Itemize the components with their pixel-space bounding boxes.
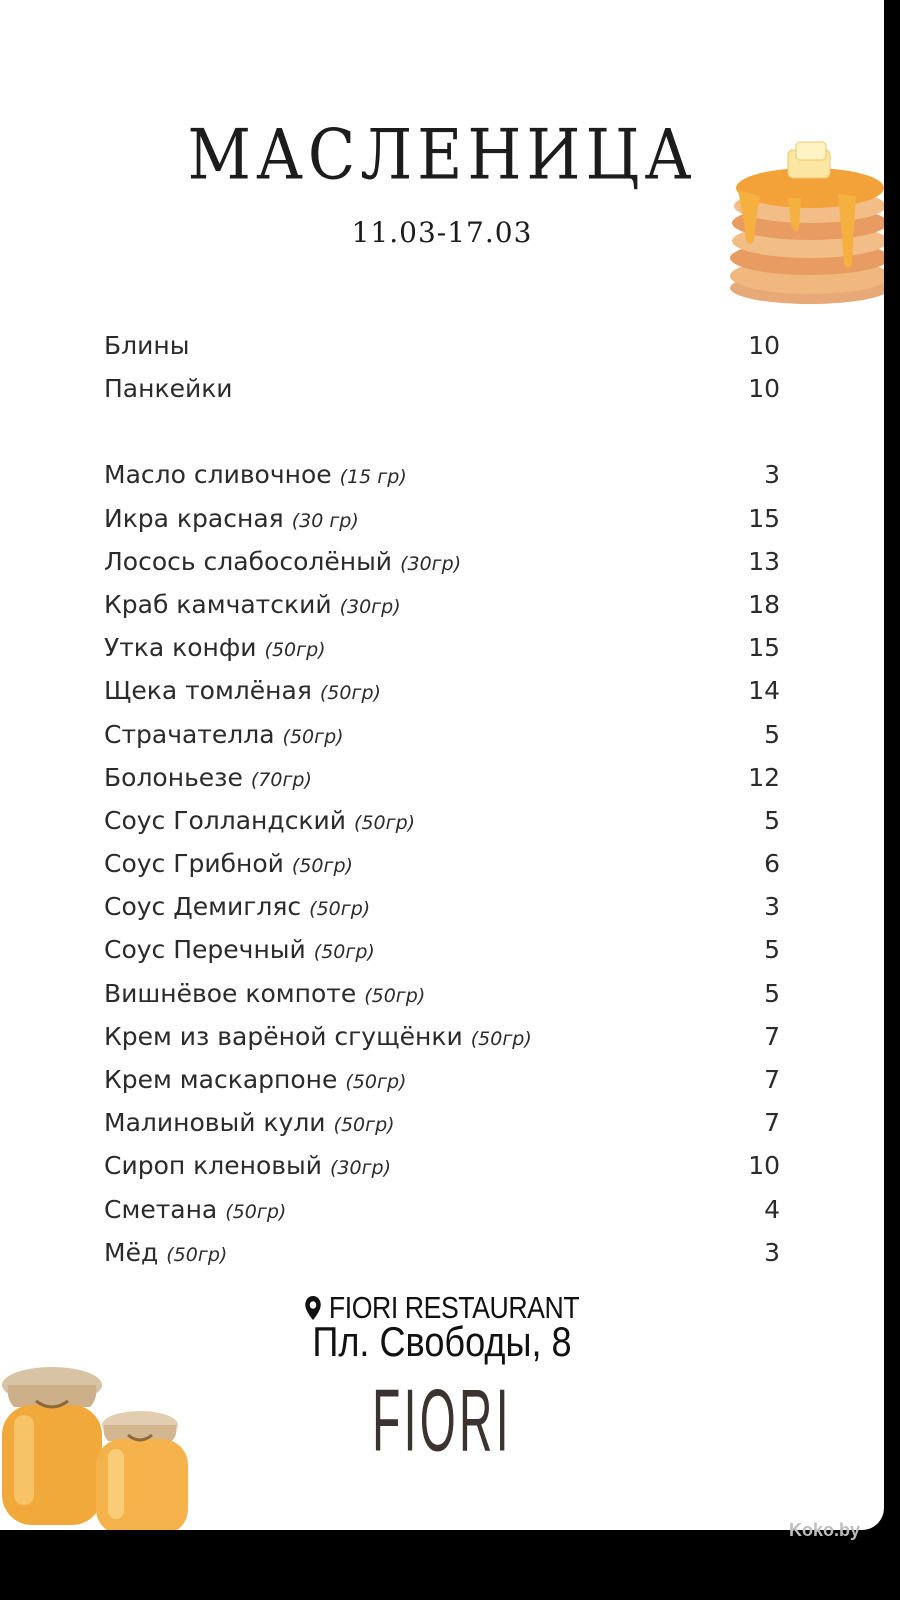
menu-item-price: 3 xyxy=(764,1237,780,1267)
menu-item-name: Лосось слабосолёный xyxy=(104,546,393,576)
menu-item-price: 7 xyxy=(764,1065,780,1094)
menu-item xyxy=(104,583,780,626)
menu-list xyxy=(104,324,780,1274)
menu-item-portion: (70гр) xyxy=(250,768,312,791)
menu-item-portion: (50гр) xyxy=(364,984,426,1007)
menu-item-label xyxy=(104,324,189,367)
menu-item-price: 3 xyxy=(764,460,780,490)
menu-item-portion: (50гр) xyxy=(470,1027,532,1050)
menu-item xyxy=(104,1058,780,1101)
menu-item xyxy=(104,540,780,583)
menu-item-price: 6 xyxy=(764,849,780,879)
menu-item-label xyxy=(104,367,233,410)
menu-item xyxy=(104,453,780,496)
menu-item-name: Вишнёвое компоте xyxy=(104,978,357,1008)
menu-item-price: 7 xyxy=(764,1021,780,1051)
menu-item-label xyxy=(104,713,344,759)
menu-item xyxy=(104,497,780,540)
menu-item-name: Соус Голландский xyxy=(104,805,347,835)
menu-item-label xyxy=(104,453,407,499)
menu-item-label xyxy=(104,1144,391,1190)
menu-title: МАСЛЕНИЦА xyxy=(187,113,697,196)
menu-item-label xyxy=(104,1015,532,1061)
menu-item-portion: (30гр) xyxy=(400,552,462,575)
menu-item-name: Краб камчатский xyxy=(104,589,332,619)
menu-item-label xyxy=(104,626,326,672)
fiori-logo: FIORI xyxy=(372,1370,512,1470)
menu-item-price: 18 xyxy=(748,589,780,619)
menu-item xyxy=(104,324,780,367)
watermark: Koko.by xyxy=(788,1520,860,1540)
menu-item-price: 7 xyxy=(764,1108,780,1138)
menu-item-label xyxy=(104,669,381,715)
menu-item-price: 3 xyxy=(764,892,780,922)
menu-item-label xyxy=(104,885,370,931)
pancake-stack-icon xyxy=(718,128,884,308)
menu-item-name: Соус Демигляс xyxy=(104,892,302,922)
menu-item xyxy=(104,1144,780,1187)
menu-item-label xyxy=(104,756,312,802)
menu-item-price: 10 xyxy=(748,1151,780,1181)
menu-item-price: 10 xyxy=(748,374,780,404)
menu-item-name: Блины xyxy=(104,331,190,360)
menu-item-portion: (50гр) xyxy=(309,898,371,921)
menu-item-label xyxy=(104,799,415,845)
menu-item-label xyxy=(104,1058,406,1104)
menu-item-label xyxy=(104,540,461,586)
menu-item-label xyxy=(104,497,359,543)
menu-item-portion: (50гр) xyxy=(225,1200,287,1223)
restaurant-name: FIORI RESTAURANT xyxy=(328,1290,580,1325)
menu-item-label xyxy=(104,1101,395,1147)
menu-item-portion: (50гр) xyxy=(264,639,326,662)
menu-item-name: Панкейки xyxy=(104,374,233,404)
menu-item-portion: (50гр) xyxy=(313,941,375,964)
menu-item-label xyxy=(104,583,401,629)
menu-item-name: Утка конфи xyxy=(104,633,257,663)
menu-item-portion: (50гр) xyxy=(345,1071,407,1093)
menu-item-name: Икра красная xyxy=(104,503,284,533)
menu-item-price: 5 xyxy=(764,719,780,749)
menu-item xyxy=(104,928,780,971)
menu-item-name: Страчателла xyxy=(104,719,275,749)
menu-item-portion: (50гр) xyxy=(354,811,416,834)
menu-item xyxy=(104,669,780,712)
menu-item-price: 5 xyxy=(764,935,780,965)
menu-item-name: Мёд xyxy=(104,1237,159,1267)
menu-item xyxy=(104,713,780,756)
menu-item-name: Крем маскарпоне xyxy=(104,1065,338,1094)
menu-item-price: 10 xyxy=(748,331,780,360)
menu-item-portion: (15 гр) xyxy=(339,466,407,489)
menu-item-price: 13 xyxy=(748,546,780,576)
menu-item-portion: (30гр) xyxy=(339,595,401,618)
menu-item xyxy=(104,972,780,1015)
menu-item-portion: (30 гр) xyxy=(291,509,359,532)
menu-item-name: Крем из варёной сгущёнки xyxy=(104,1021,463,1051)
menu-item-portion: (50гр) xyxy=(291,855,353,878)
menu-item-price: 5 xyxy=(764,978,780,1008)
menu-item-price: 15 xyxy=(748,503,780,533)
menu-item-price: 12 xyxy=(748,762,780,792)
menu-item-price: 4 xyxy=(764,1194,780,1224)
menu-dates: 11.03-17.03 xyxy=(351,216,533,249)
menu-item-label xyxy=(104,1231,227,1277)
menu-item-name: Малиновый кули xyxy=(104,1108,326,1138)
menu-item-portion: (50гр) xyxy=(166,1243,228,1266)
menu-item-portion: (30гр) xyxy=(329,1157,392,1180)
menu-item xyxy=(104,885,780,928)
menu-item-name: Соус Грибной xyxy=(104,849,284,879)
menu-item xyxy=(104,1231,780,1274)
menu-item xyxy=(104,1015,780,1058)
menu-item-label xyxy=(104,1188,286,1234)
menu-item xyxy=(104,842,780,885)
honey-jars-icon xyxy=(0,1345,200,1530)
restaurant-address: Пл. Свободы, 8 xyxy=(312,1318,572,1365)
menu-item-name: Масло сливочное xyxy=(104,460,332,490)
menu-item xyxy=(104,367,780,410)
menu-item-price: 5 xyxy=(764,805,780,835)
menu-item-price: 14 xyxy=(748,676,780,706)
menu-item-label xyxy=(104,842,353,888)
menu-item-name: Сметана xyxy=(104,1194,218,1224)
menu-item xyxy=(104,756,780,799)
menu-item xyxy=(104,626,780,669)
menu-item-portion: (50гр) xyxy=(282,725,344,748)
menu-item-portion: (50гр) xyxy=(319,682,381,705)
menu-item-name: Щека томлёная xyxy=(104,676,312,706)
menu-item xyxy=(104,1188,780,1231)
menu-item-price: 15 xyxy=(748,633,780,663)
menu-item xyxy=(104,799,780,842)
menu-item-portion: (50гр) xyxy=(333,1114,395,1137)
menu-item-label xyxy=(104,928,375,974)
menu-item-label xyxy=(104,972,425,1018)
menu-item-name: Соус Перечный xyxy=(104,935,306,965)
menu-item-name: Сироп кленовый xyxy=(104,1151,322,1181)
menu-item xyxy=(104,1101,780,1144)
menu-item-name: Болоньезе xyxy=(104,762,243,792)
